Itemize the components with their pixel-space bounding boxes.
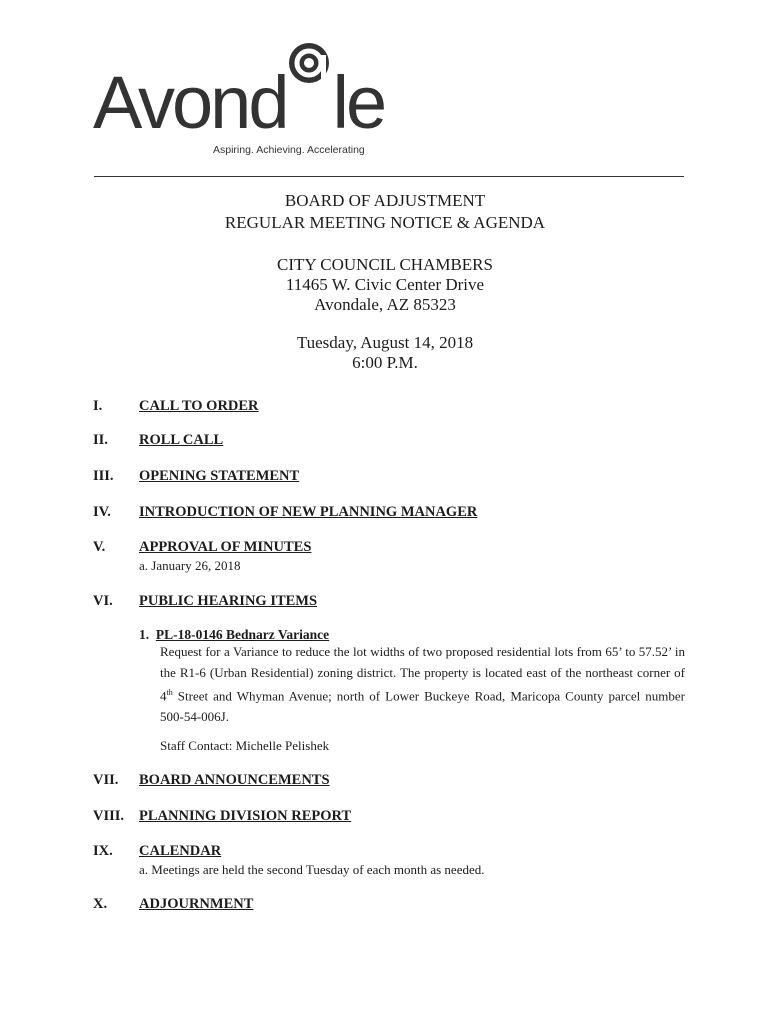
agenda-number: VI. <box>93 593 113 609</box>
hearing-item-case: PL-18-0146 Bednarz Variance <box>155 627 330 642</box>
agenda-number: III. <box>93 468 114 484</box>
agenda-heading: CALL TO ORDER <box>139 398 259 414</box>
hearing-item-number: 1. <box>139 627 150 642</box>
agenda-heading: PUBLIC HEARING ITEMS <box>139 593 318 609</box>
logo-tagline: Aspiring. Achieving. Accelerating <box>213 144 365 156</box>
header-divider <box>94 176 684 177</box>
agenda-number: VIII. <box>93 808 125 824</box>
meeting-date: Tuesday, August 14, 2018 <box>296 333 474 352</box>
logo-text-end: le <box>332 61 385 144</box>
agenda-subitem: a. January 26, 2018 <box>139 558 241 573</box>
agenda-heading: PLANNING DIVISION REPORT <box>139 808 352 824</box>
agenda-number: IX. <box>93 843 113 859</box>
logo-text-start: Avond <box>93 61 287 144</box>
agenda-number: II. <box>93 432 108 448</box>
agenda-number: I. <box>93 398 103 414</box>
agenda-number: VII. <box>93 772 119 788</box>
hearing-item-title <box>139 627 329 643</box>
agenda-subitem: a. Meetings are held the second Tuesday of each month as needed. <box>139 862 485 877</box>
agenda-heading: BOARD ANNOUNCEMENTS <box>139 772 330 788</box>
agenda-number: V. <box>93 539 106 555</box>
staff-contact: Staff Contact: Michelle Pelishek <box>160 738 330 753</box>
venue-city: Avondale, AZ 85323 <box>314 295 456 314</box>
agenda-heading: CALENDAR <box>139 843 222 859</box>
board-title: BOARD OF ADJUSTMENT <box>284 191 486 210</box>
agenda-heading: ROLL CALL <box>139 432 224 448</box>
meeting-time: 6:00 P.M. <box>352 353 418 372</box>
meeting-notice-title: REGULAR MEETING NOTICE & AGENDA <box>224 213 546 232</box>
avondale-logo <box>93 61 385 144</box>
location-pin-a-icon <box>287 82 333 128</box>
hearing-item-description: Request for a Variance to reduce the lot widths of two proposed residential lots from 65’ to 57.52’ in the R1-6 (Urban Residential) zoning district. The property is located east of the northeast corner of 4th Street and Whyman Avenue; north of Lower Buckeye Road, Maricopa County parcel number 500-54-006J. <box>160 644 685 724</box>
venue: CITY COUNCIL CHAMBERS <box>277 255 493 274</box>
agenda-heading: APPROVAL OF MINUTES <box>139 539 312 555</box>
agenda-heading: INTRODUCTION OF NEW PLANNING MANAGER <box>139 504 478 520</box>
agenda-number: X. <box>93 896 108 912</box>
agenda-heading: ADJOURNMENT <box>139 896 254 912</box>
agenda-number: IV. <box>93 504 111 520</box>
venue-address: 11465 W. Civic Center Drive <box>285 275 485 294</box>
agenda-heading: OPENING STATEMENT <box>139 468 300 484</box>
